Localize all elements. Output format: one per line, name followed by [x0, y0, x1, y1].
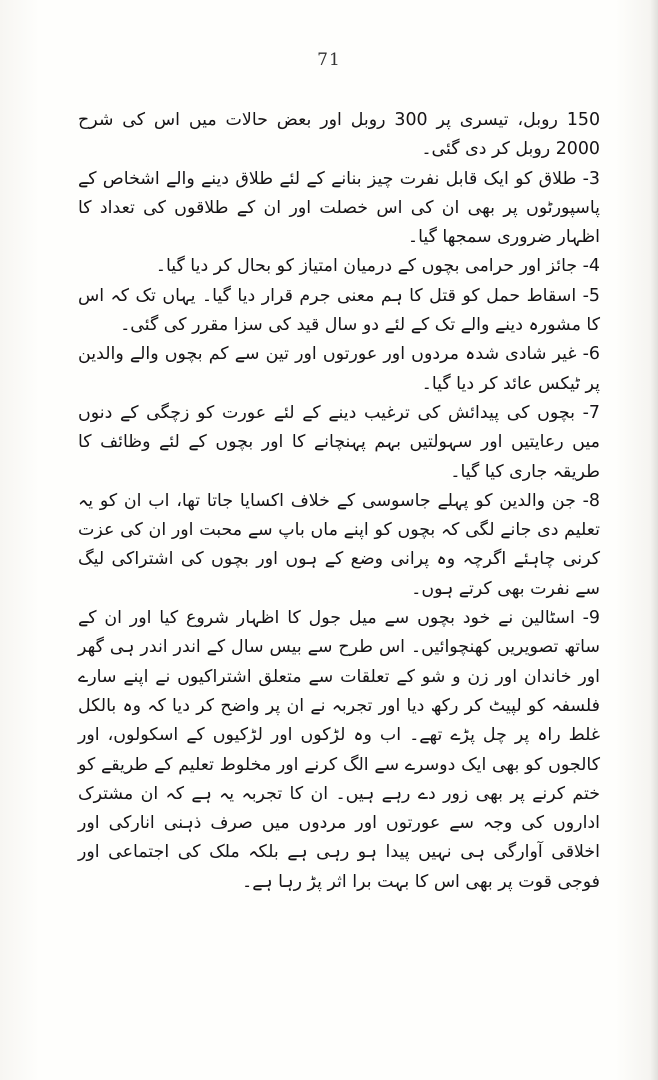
paragraph-point-9: 9- اسٹالین نے خود بچوں سے میل جول کا اظہار شروع کیا اور ان کے ساتھ تصویریں کھنچوائیں۔ اس طرح سے بیس سال کے اندر اندر ہی گھر اور خاندان اور زن و شو کے تعلقات سے متعلق اشتراکیوں نے اپنے سارے فلسفہ کو لپیٹ کر رکھ دیا اور تجربہ نے ان پر واضح کر دیا کہ وہ بالکل غلط راہ پر چل پڑے تھے۔ اب وہ لڑکوں اور لڑکیوں کے اسکولوں، اور کالجوں کو بھی ایک دوسرے سے الگ کرنے اور مخلوط تعلیم کے طریقے کو ختم کرنے پر بھی زور دے رہے ہیں۔ ان کا تجربہ یہ ہے کہ ان مشترک اداروں کی وجہ سے عورتوں اور مردوں میں صرف ذہنی انارکی اور اخلاقی آوارگی ہی نہیں پیدا ہو رہی ہے بلکہ ملک کی اجتماعی اور فوجی قوت پر بھی اس کا بہت برا اثر پڑ رہا ہے۔	[78, 608, 600, 892]
paragraph-point-8: 8- جن والدین کو پہلے جاسوسی کے خلاف اکسایا جاتا تھا، اب ان کو یہ تعلیم دی جانے لگی کہ بچوں کو اپنے ماں باپ سے محبت اور ان کی عزت کرنی چاہئے اگرچہ وہ پرانی وضع کے ہوں اور بچوں کی اشتراکی لیگ سے نفرت بھی کرتے ہوں۔	[78, 490, 600, 599]
page-number: 71	[317, 50, 341, 70]
paragraph-point-7: 7- بچوں کی پیدائش کی ترغیب دینے کے لئے عورت کو زچگی کے دنوں میں رعایتیں اور سہولتیں بہم پہنچانے کا اور بچوں کے لئے وظائف کا طریقہ جاری کیا گیا۔	[78, 402, 600, 482]
page-edge-shadow	[650, 0, 658, 1080]
page-body-text	[78, 106, 600, 897]
paragraph-point-5: 5- اسقاط حمل کو قتل کا ہم معنی جرم قرار دیا گیا۔ یہاں تک کہ اس کا مشورہ دینے والے تک کے لئے دو سال قید کی سزا مقرر کی گئی۔	[78, 285, 600, 336]
paragraph-point-3: 3- طلاق کو ایک قابل نفرت چیز بنانے کے لئے طلاق دینے والے اشخاص کے پاسپورٹوں پر بھی ان کی اس خصلت اور ان کے طلاقوں کی تعداد کا اظہار ضروری سمجھا گیا۔	[78, 168, 600, 248]
paragraph-point-6: 6- غیر شادی شدہ مردوں اور عورتوں اور تین سے کم بچوں والے والدین پر ٹیکس عائد کر دیا گیا۔	[78, 344, 600, 394]
paragraph-continuation: 150 روبل، تیسری پر 300 روبل اور بعض حالات میں اس کی شرح 2000 روبل کر دی گئی۔	[78, 110, 601, 160]
paragraph-point-4: 4- جائز اور حرامی بچوں کے درمیان امتیاز کو بحال کر دیا گیا۔	[155, 256, 600, 277]
